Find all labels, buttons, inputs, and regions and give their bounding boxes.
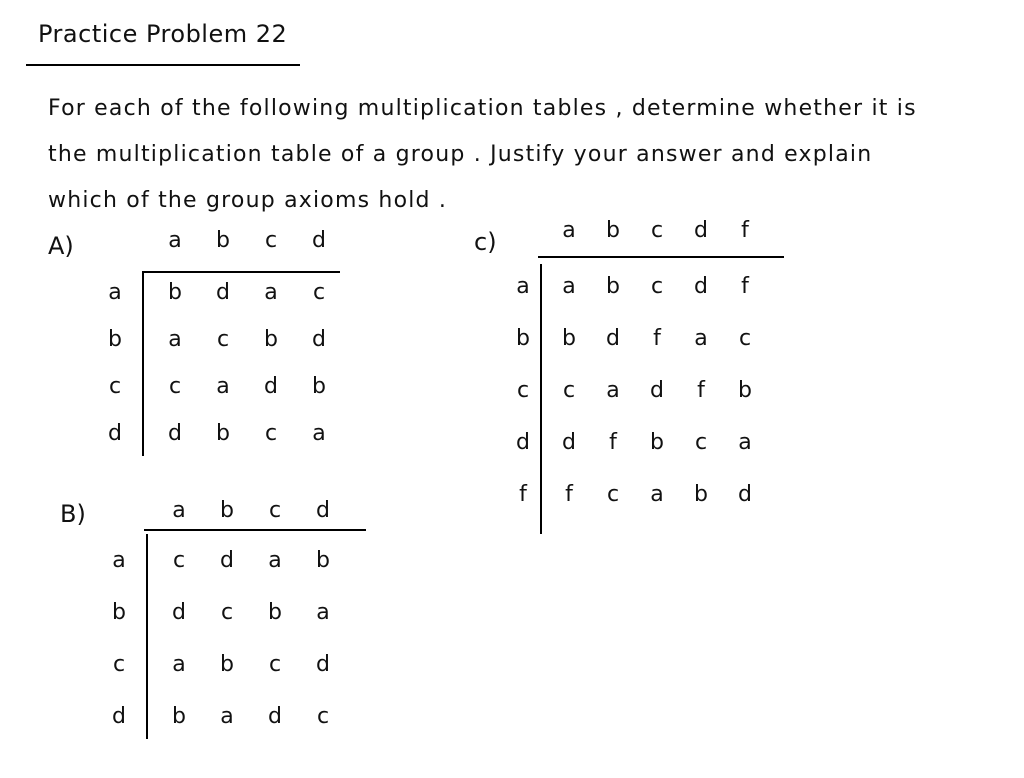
table-cell: b — [738, 378, 752, 403]
page-title: Practice Problem 22 — [38, 20, 288, 48]
table-cell: b — [650, 430, 664, 455]
table-cell: d — [316, 652, 330, 677]
row-header: c — [516, 378, 530, 403]
table-cell: c — [694, 430, 708, 455]
table-cell: a — [168, 327, 182, 352]
table-cell: c — [168, 374, 182, 399]
row-header: b — [516, 326, 530, 351]
table-cell: b — [220, 652, 234, 677]
column-header: f — [741, 218, 749, 243]
table-cell: b — [216, 421, 230, 446]
row-header: b — [112, 600, 126, 625]
part-c-label: c) — [474, 228, 497, 256]
table-cell: c — [268, 652, 282, 677]
column-header: a — [168, 228, 182, 253]
table-cell: b — [606, 274, 620, 299]
table-header-rule — [144, 271, 340, 273]
table-header-rule — [144, 529, 366, 531]
table-cell: d — [650, 378, 664, 403]
table-cell: c — [312, 280, 326, 305]
table-header-rule — [538, 256, 784, 258]
table-cell: a — [264, 280, 278, 305]
column-header: d — [316, 498, 330, 523]
table-cell: a — [738, 430, 752, 455]
table-cell: a — [220, 704, 234, 729]
table-cell: a — [316, 600, 330, 625]
table-cell: c — [606, 482, 620, 507]
row-header: f — [519, 482, 527, 507]
table-cell: a — [606, 378, 620, 403]
table-cell: b — [268, 600, 282, 625]
table-cell: a — [216, 374, 230, 399]
column-header: a — [562, 218, 576, 243]
part-b-label: B) — [60, 500, 86, 528]
table-cell: d — [312, 327, 326, 352]
table-cell: d — [694, 274, 708, 299]
column-header: d — [312, 228, 326, 253]
table-cell: a — [172, 652, 186, 677]
table-cell: d — [216, 280, 230, 305]
row-header: a — [108, 280, 122, 305]
table-cell: c — [264, 421, 278, 446]
table-row-rule — [142, 271, 144, 456]
table-cell: d — [738, 482, 752, 507]
column-header: b — [216, 228, 230, 253]
column-header: b — [606, 218, 620, 243]
table-cell: f — [741, 274, 749, 299]
problem-line: For each of the following multiplication tables , determine whether it is — [48, 96, 917, 121]
problem-statement — [48, 86, 998, 224]
table-cell: d — [606, 326, 620, 351]
table-cell: d — [220, 548, 234, 573]
table-cell: a — [268, 548, 282, 573]
column-header: c — [650, 218, 664, 243]
table-cell: d — [168, 421, 182, 446]
row-header: c — [112, 652, 126, 677]
table-cell: a — [694, 326, 708, 351]
table-cell: c — [172, 548, 186, 573]
table-cell: b — [694, 482, 708, 507]
table-cell: c — [220, 600, 234, 625]
table-cell: d — [264, 374, 278, 399]
part-a-label: A) — [48, 232, 74, 260]
table-cell: f — [697, 378, 705, 403]
table-cell: a — [312, 421, 326, 446]
column-header: d — [694, 218, 708, 243]
table-cell: b — [264, 327, 278, 352]
table-cell: c — [562, 378, 576, 403]
table-cell: d — [268, 704, 282, 729]
row-header: b — [108, 327, 122, 352]
row-header: d — [112, 704, 126, 729]
column-header: a — [172, 498, 186, 523]
table-cell: b — [312, 374, 326, 399]
row-header: c — [108, 374, 122, 399]
table-cell: d — [562, 430, 576, 455]
row-header: a — [112, 548, 126, 573]
table-cell: c — [316, 704, 330, 729]
problem-line: which of the group axioms hold . — [48, 188, 448, 213]
column-header: c — [264, 228, 278, 253]
table-cell: a — [650, 482, 664, 507]
table-cell: f — [565, 482, 573, 507]
row-header: d — [516, 430, 530, 455]
table-cell: b — [168, 280, 182, 305]
table-cell: d — [172, 600, 186, 625]
table-row-rule — [540, 264, 542, 534]
row-header: d — [108, 421, 122, 446]
table-row-rule — [146, 534, 148, 739]
column-header: c — [268, 498, 282, 523]
table-cell: c — [216, 327, 230, 352]
table-cell: a — [562, 274, 576, 299]
table-cell: b — [316, 548, 330, 573]
table-cell: f — [653, 326, 661, 351]
column-header: b — [220, 498, 234, 523]
title-underline — [26, 64, 300, 66]
table-cell: c — [650, 274, 664, 299]
table-cell: f — [609, 430, 617, 455]
row-header: a — [516, 274, 530, 299]
problem-line: the multiplication table of a group . Justify your answer and explain — [48, 142, 873, 167]
table-cell: b — [562, 326, 576, 351]
table-cell: c — [738, 326, 752, 351]
table-cell: b — [172, 704, 186, 729]
